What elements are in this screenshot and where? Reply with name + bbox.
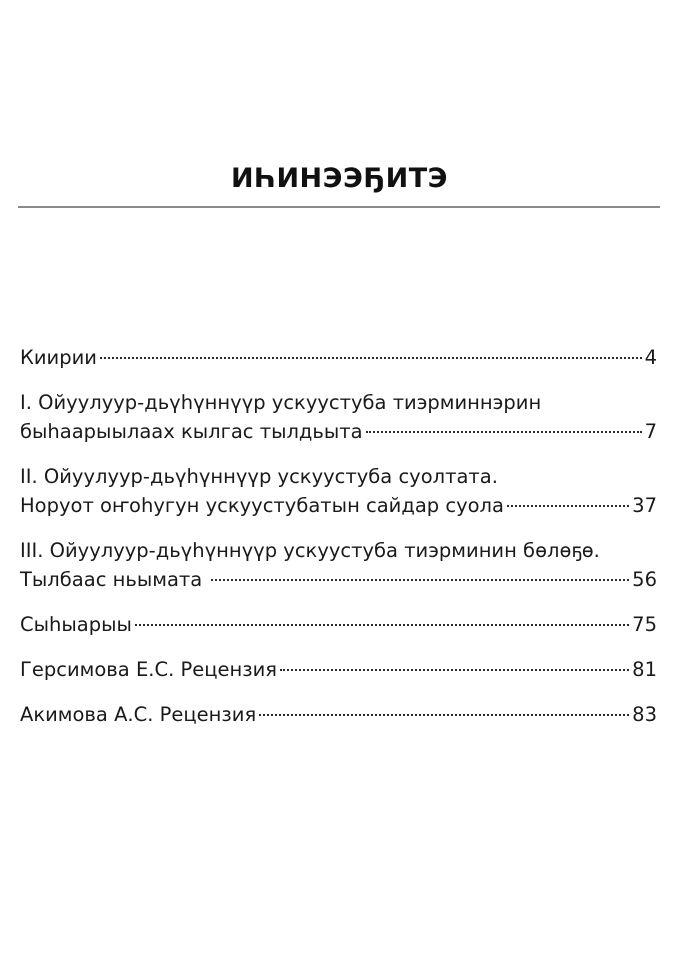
toc-entry-title: II. Ойуулуур-дьүһүннүүр ускуустуба суолтата. [20, 465, 498, 488]
toc-line [20, 655, 657, 684]
toc-entry-title-continued: быһаарыылаах кылгас тылдьыта [20, 420, 363, 443]
toc-entry-title: Акимова А.С. Рецензия [20, 703, 257, 726]
dot-leader [100, 357, 642, 359]
toc-line [20, 565, 657, 594]
table-of-contents [20, 343, 657, 729]
toc-entry-review-akimova[interactable] [20, 700, 657, 729]
toc-entry-title-continued: Норуот оҥоһугун ускуустубатын сайдар суола [20, 494, 504, 517]
toc-entry-title: I. Ойуулуур-дьүһүннүүр ускуустуба тиэрминнэрин [20, 391, 542, 414]
toc-entry-title: Сыһыарыы [20, 613, 132, 636]
dot-leader [259, 714, 629, 716]
dot-leader [507, 505, 629, 507]
toc-page-number: 75 [632, 613, 657, 636]
dot-leader [366, 431, 642, 433]
dot-leader [135, 624, 629, 626]
toc-page-number: 81 [632, 658, 657, 681]
toc-page-number: 7 [644, 420, 657, 443]
toc-entry-title-continued: Тылбаас ньымата [20, 568, 209, 591]
toc-entry-introduction[interactable] [20, 343, 657, 372]
toc-entry-chapter-3[interactable] [20, 536, 657, 594]
toc-entry-appendix[interactable] [20, 610, 657, 639]
toc-line [20, 417, 657, 446]
toc-page-number: 4 [644, 346, 657, 369]
toc-entry-review-gersimova[interactable] [20, 655, 657, 684]
dot-leader [211, 579, 629, 581]
title-divider [18, 206, 660, 208]
toc-page-number: 56 [632, 568, 657, 591]
toc-entry-chapter-2[interactable] [20, 462, 657, 520]
toc-line [20, 343, 657, 372]
toc-line [20, 491, 657, 520]
toc-page-number: 37 [632, 494, 657, 517]
toc-page-number: 83 [632, 703, 657, 726]
toc-entry-title: Киирии [20, 346, 97, 369]
toc-line [20, 610, 657, 639]
toc-entry-chapter-1[interactable] [20, 388, 657, 446]
page-title: ИҺИНЭЭҔИТЭ [231, 163, 448, 194]
dot-leader [280, 669, 629, 671]
toc-entry-title: Герсимова Е.С. Рецензия [20, 658, 278, 681]
toc-line [20, 700, 657, 729]
toc-entry-title: III. Ойуулуур-дьүһүннүүр ускуустуба тиэрминин бөлөҕө. [20, 539, 600, 562]
